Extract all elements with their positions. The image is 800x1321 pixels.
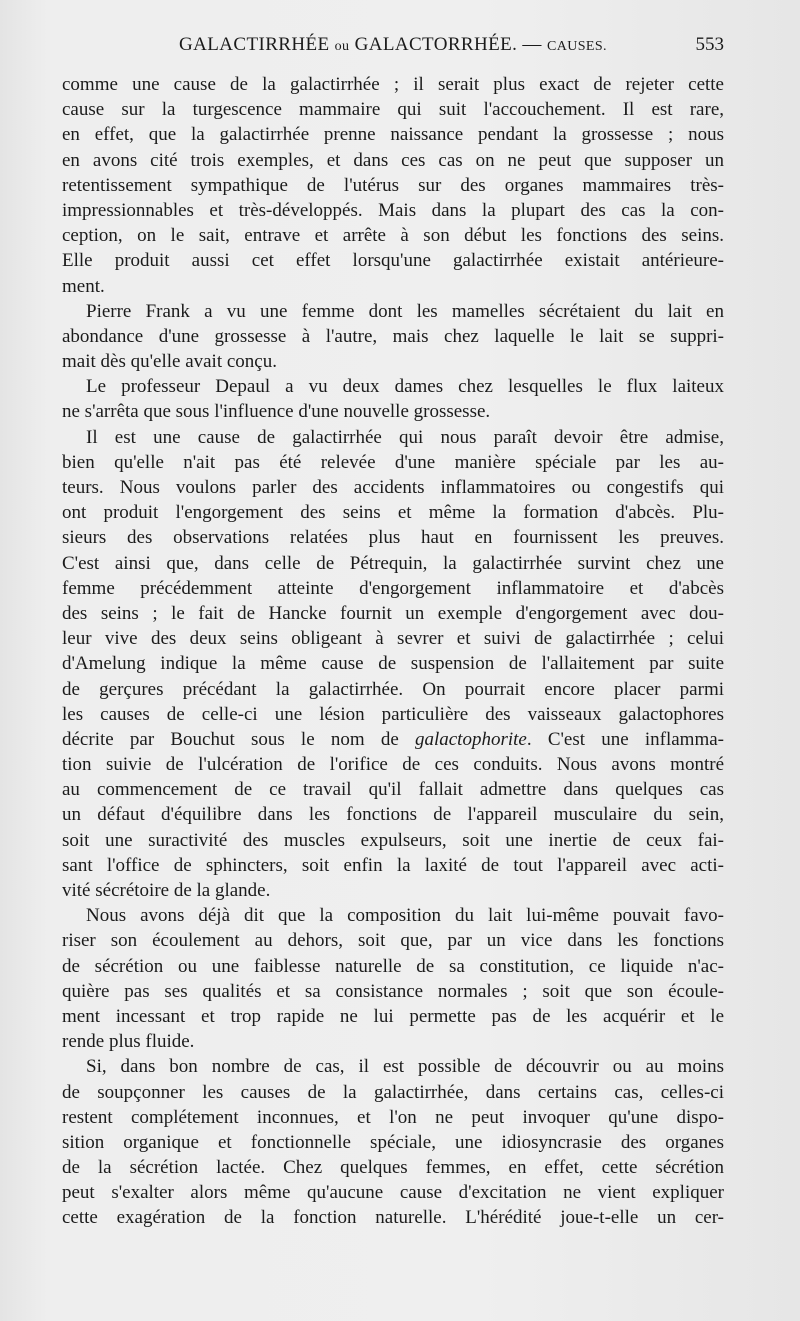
body-text bbox=[62, 72, 724, 1231]
text-line: quière pas ses qualités et sa consistance normales ; soit que son écoule- bbox=[62, 980, 724, 1002]
text-line: comme une cause de la galactirrhée ; il serait plus exact de rejeter cette bbox=[62, 74, 724, 95]
text-line: de sécrétion ou une faiblesse naturelle de sa constitution, ce liquide n'ac- bbox=[62, 955, 724, 977]
text-line: sieurs des observations relatées plus haut en fournissent les preuves. bbox=[62, 527, 724, 549]
text-line: leur vive des deux seins obligeant à sevrer et suivi de galactirrhée ; celui bbox=[62, 628, 724, 650]
text-line: tion suivie de l'ulcération de l'orifice de ces conduits. Nous avons montré bbox=[62, 754, 724, 776]
text-line: ment. bbox=[62, 275, 105, 297]
text-line: ception, on le sait, entrave et arrête à son début les fonctions des seins. bbox=[62, 225, 724, 247]
header-title-part2: GALACTORRHÉE. — bbox=[349, 34, 547, 55]
text-line: sition organique et fonctionnelle spéciale, une idiosyncrasie des organes bbox=[62, 1131, 724, 1153]
text-line: en effet, que la galactirrhée prenne naissance pendant la grossesse ; nous bbox=[62, 124, 724, 146]
text-line: d'Amelung indique la même cause de suspension de l'allaitement par suite bbox=[62, 653, 724, 675]
text-line: cause sur la turgescence mammaire qui suit l'accouchement. Il est rare, bbox=[62, 99, 724, 121]
paragraph bbox=[62, 425, 724, 904]
text-line: Nous avons déjà dit que la composition du lait lui-même pouvait favo- bbox=[86, 905, 724, 927]
text-line: C'est ainsi que, dans celle de Pétrequin, la galactirrhée survint chez une bbox=[62, 552, 724, 574]
text-line: en avons cité trois exemples, et dans ces cas on ne peut que supposer un bbox=[62, 149, 724, 171]
text-line: abondance d'une grossesse à l'autre, mais chez laquelle le lait se suppri- bbox=[62, 325, 724, 347]
header-section: CAUSES. bbox=[546, 39, 607, 54]
text-line: mait dès qu'elle avait conçu. bbox=[62, 351, 277, 373]
text-line: teurs. Nous voulons parler des accidents inflammatoires ou congestifs qui bbox=[62, 477, 724, 498]
text-line: impressionnables et très-développés. Mais dans la plupart des cas la con- bbox=[62, 199, 724, 221]
text-line: Le professeur Depaul a vu deux dames chez lesquelles le flux laiteux bbox=[86, 376, 724, 398]
running-header bbox=[62, 34, 724, 64]
text-line: vité sécrétoire de la glande. bbox=[62, 880, 271, 901]
text-line: riser son écoulement au dehors, soit que, par un vice dans les fonctions bbox=[62, 930, 724, 952]
header-title-conj: ou bbox=[334, 39, 350, 54]
paragraph bbox=[62, 374, 724, 424]
header-title-part1: GALACTIRRHÉE bbox=[179, 34, 335, 55]
paragraph bbox=[62, 903, 724, 1054]
paragraph bbox=[62, 299, 724, 375]
paragraph bbox=[62, 1054, 724, 1230]
text-line: peut s'exalter alors même qu'aucune cause d'excitation ne vient expliquer bbox=[62, 1182, 724, 1204]
text-line: de gerçures précédant la galactirrhée. On pourrait encore placer parmi bbox=[62, 678, 724, 700]
text-line: ont produit l'engorgement des seins et même la formation d'abcès. Plu- bbox=[62, 502, 724, 524]
text-line: soit une suractivité des muscles expulseurs, soit une inertie de ceux fai- bbox=[62, 829, 724, 851]
text-line: sant l'office de sphincters, soit enfin la laxité de tout l'appareil avec acti- bbox=[62, 854, 724, 876]
header-title bbox=[62, 34, 724, 56]
text-line: des seins ; le fait de Hancke fournit un exemple d'engorgement avec dou- bbox=[62, 602, 724, 624]
text-line: restent complétement inconnues, et l'on ne peut invoquer qu'une dispo- bbox=[62, 1106, 724, 1128]
text-line: ne s'arrêta que sous l'influence d'une nouvelle grossesse. bbox=[62, 401, 491, 423]
text-line: de soupçonner les causes de la galactirrhée, dans certains cas, celles-ci bbox=[62, 1081, 724, 1103]
text-line: les causes de celle-ci une lésion particulière des vaisseaux galactophores bbox=[62, 703, 724, 725]
text-line: retentissement sympathique de l'utérus sur des organes mammaires très- bbox=[62, 174, 724, 196]
text-line: de la sécrétion lactée. Chez quelques femmes, en effet, cette sécrétion bbox=[62, 1157, 724, 1179]
text-line: ment incessant et trop rapide ne lui permette pas de les acquérir et le bbox=[62, 1005, 724, 1027]
text-line: un défaut d'équilibre dans les fonctions de l'appareil musculaire du sein, bbox=[62, 804, 724, 826]
italic-term: galactophorite bbox=[414, 728, 527, 750]
text-line: cette exagération de la fonction naturelle. L'hérédité joue-t-elle un cer- bbox=[62, 1207, 724, 1229]
text-line: femme précédemment atteinte d'engorgement inflammatoire et d'abcès bbox=[62, 577, 724, 599]
text-line: bien qu'elle n'ait pas été relevée d'une manière spéciale par les au- bbox=[62, 451, 724, 473]
text-line: rende plus fluide. bbox=[62, 1031, 195, 1053]
text-line: Si, dans bon nombre de cas, il est possible de découvrir ou au moins bbox=[86, 1056, 724, 1078]
text-line: décrite par Bouchut sous le nom de galactophorite. C'est une inflamma- bbox=[62, 728, 724, 750]
text-line: Pierre Frank a vu une femme dont les mamelles sécrétaient du lait en bbox=[86, 300, 724, 322]
paragraph bbox=[62, 72, 724, 299]
page-number: 553 bbox=[695, 34, 724, 55]
text-line: Elle produit aussi cet effet lorsqu'une galactirrhée existait antérieure- bbox=[62, 250, 724, 272]
text-line: Il est une cause de galactirrhée qui nous paraît devoir être admise, bbox=[86, 426, 724, 448]
text-line: au commencement de ce travail qu'il fallait admettre dans quelques cas bbox=[62, 779, 724, 801]
